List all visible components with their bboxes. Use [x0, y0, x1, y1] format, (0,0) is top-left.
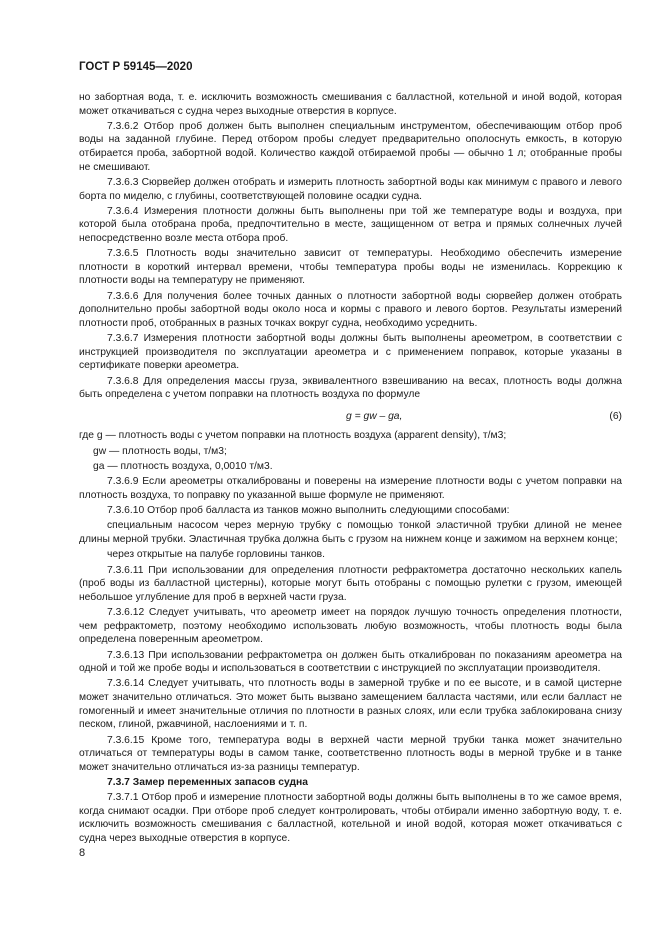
- definition-list: [79, 429, 622, 443]
- paragraph: но забортная вода, т. е. исключить возможность смешивания с балластной, котельной и иной водой, которая может откачиваться с судна через выходные отверстия в корпусе.: [79, 92, 622, 117]
- paragraph-7-3-6-7: 7.3.6.7 Измерения плотности забортной воды должны быть выполнены ареометром, в соответствии с инструкцией производителя по эксплуатации ареометра и с применением поправок, которые указаны в сертификате поверки ареометра.: [79, 333, 622, 372]
- paragraph-7-3-6-15: 7.3.6.15 Кроме того, температура воды в верхней части мерной трубки танка может значительно отличаться от температуры воды в самом танке, соответственно плотность воды в мерной трубке и в танке может значительно отличаться из-за разницы температур.: [79, 734, 622, 773]
- document-body: [79, 91, 622, 847]
- definition-lead: где: [79, 430, 95, 442]
- paragraph-7-3-6-4: 7.3.6.4 Измерения плотности должны быть выполнены при той же температуре воды и воздуха, при которой была отобрана проба, предпочтительно в месте, защищенном от ветра и прямых солнечных лучей непосредственно возле места отбора проб.: [79, 205, 622, 244]
- paragraph-7-3-6-11: 7.3.6.11 При использовании для определения плотности рефрактометра достаточно нескольких капель (проб воды из балластной цистерны), которые могут быть отобраны с помощью рулетки с грузом, имеющей небольшое углубление для проб в верхней части груза.: [79, 564, 622, 603]
- paragraph-7-3-6-10: 7.3.6.10 Отбор проб балласта из танков можно выполнить следующими способами:: [107, 505, 510, 517]
- paragraph-7-3-7-1: 7.3.7.1 Отбор проб и измерение плотности забортной воды должны быть выполнены в то же самое время, когда снимают осадки. При отборе проб следует контролировать, чтобы отбирали именно забортную воду, т. е. исключить возможность смешивания с балластной, котельной и иной водой, которая может откачиваться с судна через выходные отверстия в корпусе.: [79, 792, 622, 845]
- formula-6: [79, 410, 622, 424]
- paragraph-7-3-6-13: 7.3.6.13 При использовании рефрактометра он должен быть откалиброван по показаниям ареометра на одной и той же пробе воды и использоваться в соответствии с инструкцией по эксплуатации производителя.: [79, 649, 622, 675]
- definition-g: g — плотность воды с учетом поправки на плотность воздуха (apparent density), т/м3;: [96, 430, 507, 442]
- paragraph-7-3-6-2: 7.3.6.2 Отбор проб должен быть выполнен специальным инструментом, обеспечивающим отбор проб воды на заданной глубине. Перед отбором пробы следует предварительно ополоснуть емкость, в которую отбирается проба, забортной водой. Количество каждой отбираемой пробы — обычно 1 л; отобранные пробы не смешивают.: [79, 120, 622, 173]
- definition-gw: gw — плотность воды, т/м3;: [93, 445, 227, 457]
- paragraph-7-3-6-5: 7.3.6.5 Плотность воды значительно зависит от температуры. Необходимо обеспечить измерение плотности в короткий интервал времени, чтобы температура пробы воды не изменилась. Коррекцию к плотности воды на температуру не применяют.: [79, 248, 622, 287]
- document-header: ГОСТ Р 59145—2020: [79, 61, 193, 73]
- paragraph-7-3-6-12: 7.3.6.12 Следует учитывать, что ареометр имеет на порядок лучшую точность определения плотности, чем рефрактометр, поэтому необходимо использовать любую возможность, чтобы плотность воды была определена поверенным ареометром.: [79, 607, 622, 646]
- page-number: 8: [79, 847, 86, 859]
- paragraph-7-3-6-14: 7.3.6.14 Следует учитывать, что плотность воды в замерной трубке и по ее высоте, и в самой цистерне может значительно отличаться. Это может быть вызвано замещением балласта частями, или если балласт не гомогенный и имеет значительные отличия по плотности в разных слоях, или если трубка заблокирована снизу песком, глиной, ржавчиной, наслоениями и т. п.: [79, 678, 622, 731]
- formula-expression: g = gw – ga,: [346, 410, 403, 422]
- formula-number: (6): [609, 410, 622, 422]
- definition-ga: ga — плотность воздуха, 0,0010 т/м3.: [93, 461, 273, 473]
- paragraph-7-3-6-8: 7.3.6.8 Для определения массы груза, эквивалентного взвешиванию на весах, плотность воды должна быть определена с учетом поправки на плотность воздуха по формуле: [79, 375, 622, 401]
- paragraph-7-3-6-3: 7.3.6.3 Сюрвейер должен отобрать и измерить плотность забортной воды как минимум с правого и левого борта по миделю, с глубины, соответствующей половине осадки судна.: [79, 176, 622, 202]
- list-item-hatches: через открытые на палубе горловины танков.: [107, 549, 326, 561]
- paragraph-7-3-6-9: 7.3.6.9 Если ареометры откалиброваны и поверены на измерение плотности воды с учетом поправки на плотность воздуха, то поправку по указанной выше формуле не применяют.: [79, 476, 622, 501]
- section-heading-7-3-7: 7.3.7 Замер переменных запасов судна: [107, 776, 308, 788]
- list-item-pump: специальным насосом через мерную трубку с помощью тонкой эластичной трубки длиной не менее длины мерной трубки. Эластичная трубка должна быть с грузом на нижнем конце и зажимом на верхнем конце;: [79, 520, 622, 546]
- paragraph-7-3-6-6: 7.3.6.6 Для получения более точных данных о плотности забортной воды сюрвейер должен отобрать дополнительно пробы забортной воды около носа и кормы с правого и левого бортов. Результаты измерений плотности проб, отобранных в разных точках вокруг судна, необходимо усреднить.: [79, 290, 622, 329]
